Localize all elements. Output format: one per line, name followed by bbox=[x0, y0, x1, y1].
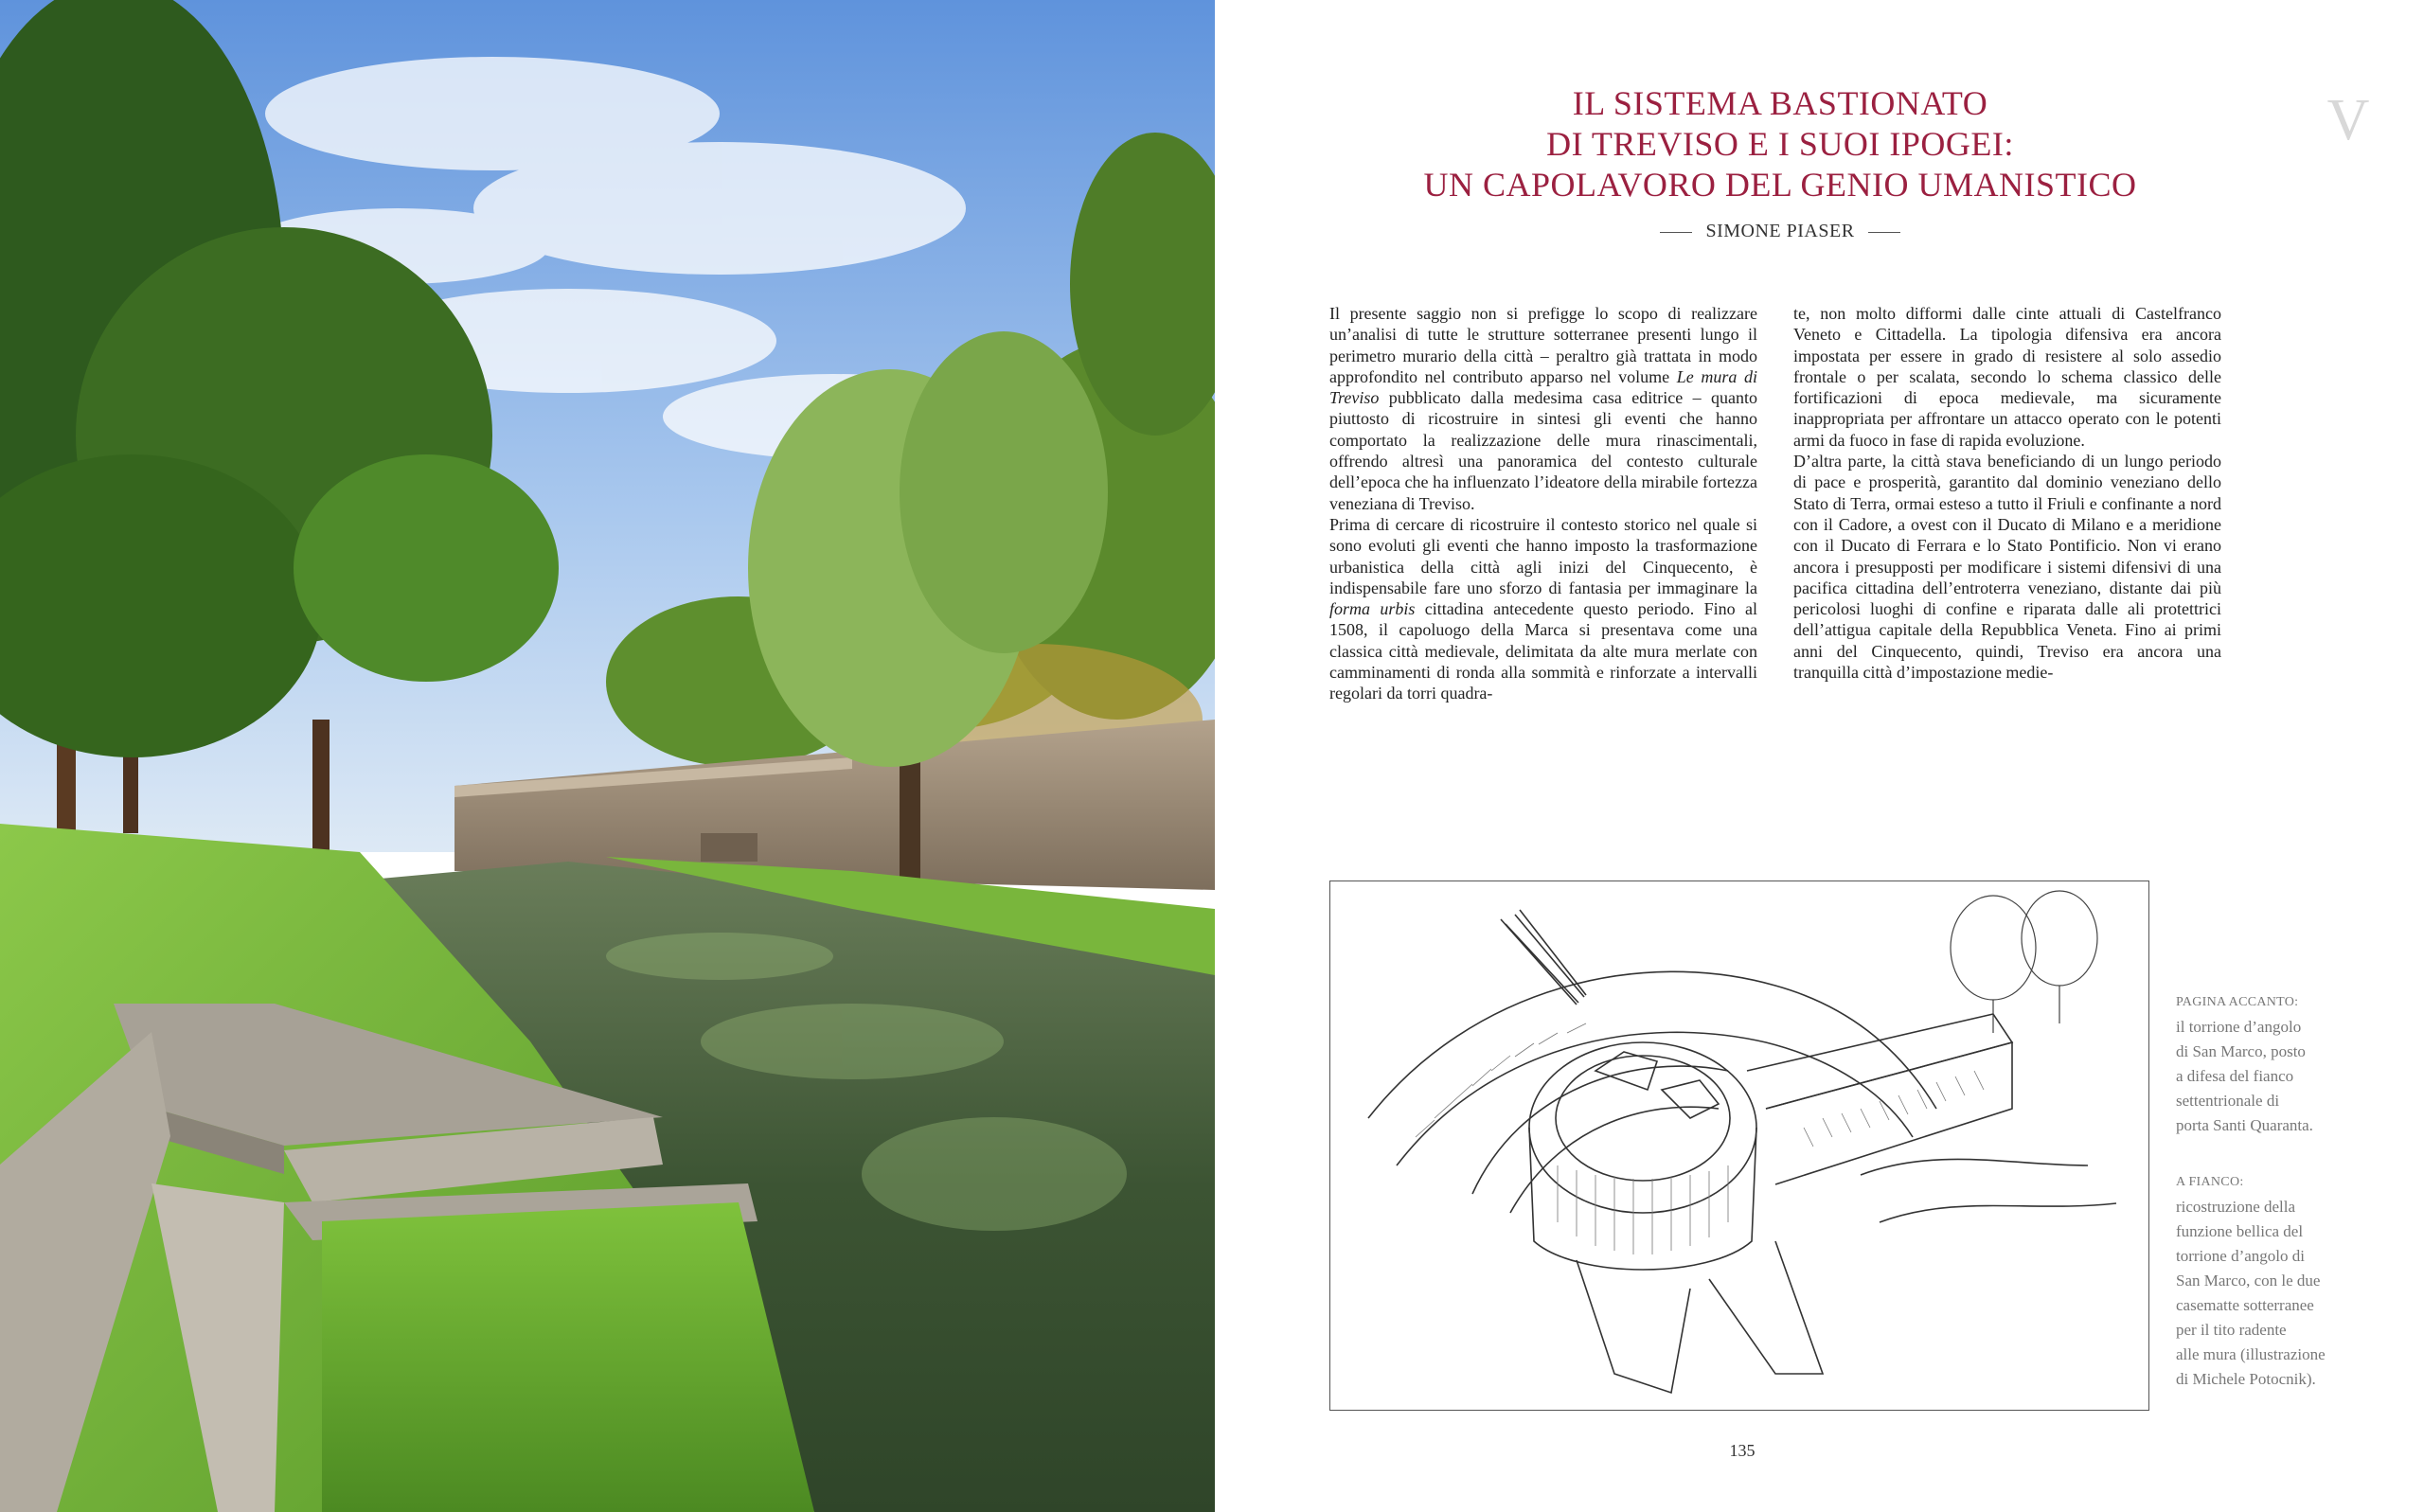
caption-line: di Michele Potocnik). bbox=[2176, 1370, 2316, 1388]
caption-line: San Marco, con le due bbox=[2176, 1272, 2321, 1290]
body-column-right bbox=[1793, 303, 2221, 839]
illustration-trees bbox=[1951, 891, 2097, 1033]
author-rule-left bbox=[1660, 232, 1692, 233]
caption-line: ricostruzione della bbox=[2176, 1198, 2296, 1216]
caption-line: di San Marco, posto bbox=[2176, 1042, 2306, 1060]
caption-beside bbox=[2176, 1170, 2365, 1392]
paragraph bbox=[1329, 514, 1757, 704]
paragraph-text: cittadina antecedente questo periodo. Fino al 1508, il capoluogo della Marca si presentava come una classica città medievale, delimitata da alte mura merlate con camminamenti di ronda alla sommità e rinforzate a intervalli regolari da torri quadra- bbox=[1329, 599, 1757, 703]
bastion-illustration bbox=[1329, 881, 2149, 1411]
author-rule-right bbox=[1868, 232, 1900, 233]
title-line-2: DI TREVISO E I SUOI IPOGEI: bbox=[1546, 125, 2014, 163]
caption-line: alle mura (illustrazione bbox=[2176, 1345, 2326, 1363]
title-line-1: IL SISTEMA BASTIONATO bbox=[1572, 84, 1988, 122]
chapter-title bbox=[1259, 83, 2301, 205]
chapter-numeral: V bbox=[2326, 88, 2370, 152]
caption-line: funzione bellica del bbox=[2176, 1222, 2304, 1240]
caption-label: A FIANCO: bbox=[2176, 1175, 2244, 1189]
paragraph: te, non molto difformi dalle cinte attuali di Castelfranco Veneto e Cittadella. La tipologia difensiva era ancora impostata per essere in grado di resistere al solo assedio frontale o per scalata, secondo lo schema classico delle fortificazioni di epoca medievale, ma sicuramente inappropriata per affrontare un attacco operato con le potenti armi da fuoco in fase di rapida evoluzione. bbox=[1793, 304, 2221, 450]
body-column-left bbox=[1329, 303, 1757, 839]
paragraph bbox=[1329, 303, 1757, 514]
page-number: 135 bbox=[1729, 1441, 1756, 1460]
foreground-grass bbox=[322, 1202, 814, 1512]
caption-line: torrione d’angolo di bbox=[2176, 1247, 2305, 1265]
caption-line: porta Santi Quaranta. bbox=[2176, 1116, 2313, 1134]
caption-label: PAGINA ACCANTO: bbox=[2176, 995, 2299, 1009]
caption-line: per il tito radente bbox=[2176, 1321, 2287, 1339]
caption-line: settentrionale di bbox=[2176, 1092, 2280, 1110]
latin-term-italic: forma urbis bbox=[1329, 599, 1416, 619]
title-line-3: UN CAPOLAVORO DEL GENIO UMANISTICO bbox=[1423, 166, 2137, 204]
paragraph: D’altra parte, la città stava beneficiando di un lungo periodo di pace e prosperità, garantito dal dominio veneziano dello Stato di Terra, ormai esteso a tutto il Friuli e confinante a nord con il Cadore, a ovest con il Ducato di Milano e a meridione con il Ducato di Ferrara e lo Stato Pontificio. Non vi erano ancora i presupposti per modificare i sistemi difensivi di una pacifica cittadina dell’entroterra veneziano, distante dai più pericolosi luoghi di confine e riparata dalle ali protettrici dell’attigua capitale della Repubblica Veneta. Fino ai primi anni del Cinquecento, quindi, Treviso era ancora una tranquilla città d’impostazione medie- bbox=[1793, 452, 2221, 683]
paragraph-text: Il presente saggio non si prefigge lo scopo di realizzare un’analisi di tutte le strutture sotterranee presenti lungo il perimetro murario della città – peraltro già trattata in modo approfondito nel contributo apparso nel volume bbox=[1329, 304, 1757, 386]
author-byline bbox=[1259, 221, 2301, 242]
book-title-italic: Le mura di Treviso bbox=[1329, 366, 1757, 408]
bastion-drawing bbox=[1330, 881, 2149, 1411]
author-name: SIMONE PIASER bbox=[1705, 221, 1855, 241]
caption-opposite-page bbox=[2176, 990, 2365, 1138]
paragraph-text: Prima di cercare di ricostruire il contesto storico nel quale si sono evoluti gli eventi che hanno imposto la trasformazione urbanistica della città agli inizi del Cinquecento, è indispensabile fare uno sforzo di fantasia per immaginare la bbox=[1329, 514, 1757, 597]
caption-line: a difesa del fianco bbox=[2176, 1067, 2294, 1085]
caption-line: il torrione d’angolo bbox=[2176, 1018, 2302, 1036]
caption-line: casematte sotterranee bbox=[2176, 1296, 2314, 1314]
paragraph-text: pubblicato dalla medesima casa editrice – quanto piuttosto di ricostruire in sintesi gli eventi che hanno comportato la realizzazione delle mura rinascimentali, offrendo altresì una panoramica del contesto culturale dell’epoca che ha influenzato l’ideatore della mirabile fortezza veneziana di Treviso. bbox=[1329, 388, 1757, 513]
